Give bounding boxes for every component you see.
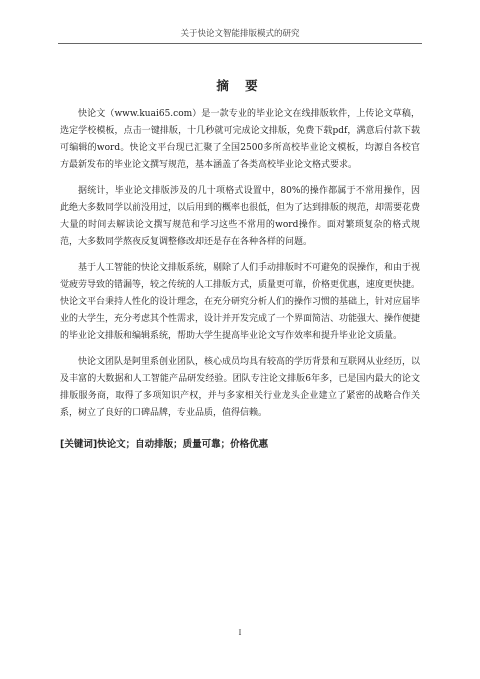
abstract-paragraph: 快论文团队是阿里系创业团队，核心成员均具有较高的学历背景和互联网从业经历，以及丰富的大数据和人工智能产品研发经验。团队专注论文排版6年多，已是国内最大的论文排版服务商，取得了多项知识产权，并与多家相关行业龙头企业建立了紧密的战略合作关系，树立了良好的口碑品牌，专业品质，值得信赖。	[60, 357, 421, 418]
keywords-line: [关键词]快论文；自动排版；质量可靠；价格优惠	[60, 439, 269, 450]
abstract-paragraph: 据统计，毕业论文排版涉及的几十项格式设置中，80%的操作都属于不常用操作，因此绝大多数同学以前没用过，以后用到的概率也很低，但为了达到排版的规范，却需要花费大量的时间去解读论文撰写规范和学习这些不常用的word操作。面对繁琐复杂的格式规范，大多数同学熬夜反复调整修改却还是存在各种各样的问题。	[60, 186, 421, 247]
page-title: 摘 要	[216, 78, 264, 93]
running-header: 关于快论文智能排版模式的研究	[58, 27, 422, 44]
abstract-paragraph: 基于人工智能的快论文排版系统，剔除了人们手动排版时不可避免的误操作，和由于视觉疲劳导致的错漏等，较之传统的人工排版方式，质量更可靠，价格更优惠，速度更快捷。快论文平台秉持人性化的设计理念，在充分研究分析人们的操作习惯的基础上，针对应届毕业的大学生，充分考虑其个性需求，设计并开发完成了一个界面简洁、功能强大、操作便捷的毕业论文排版和编辑系统，帮助大学生提高毕业论文写作效率和提升毕业论文质量。	[60, 263, 421, 341]
abstract-paragraph: 快论文（www.kuai65.com）是一款专业的毕业论文在线排版软件，上传论文草稿，选定学校模板，点击一键排版，十几秒就可完成论文排版，免费下载pdf，满意后付款下载可编辑的word。快论文平台现已汇聚了全国2500多所高校毕业论文模板，均源自各校官方最新发布的毕业论文撰写规范，基本涵盖了各类高校毕业论文格式要求。	[60, 109, 420, 170]
abstract-body	[60, 106, 420, 450]
page-number: I	[238, 628, 242, 637]
